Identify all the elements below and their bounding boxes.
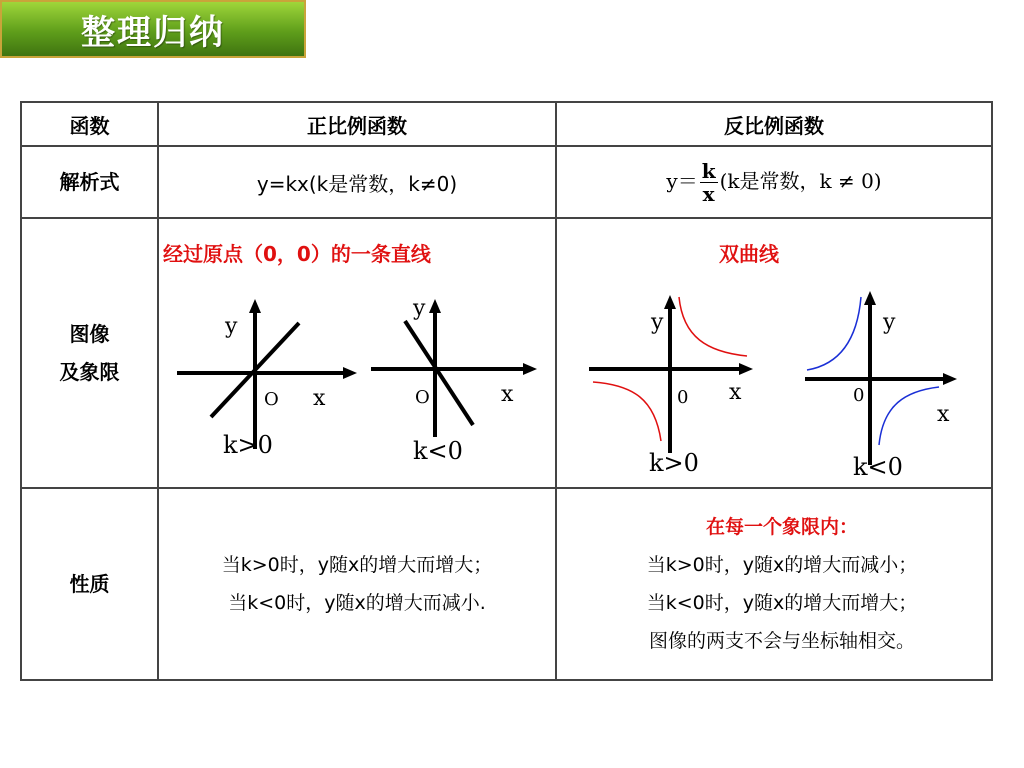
inverse-formula-cell: [556, 146, 992, 218]
hyperbola-branch-q1: [679, 297, 747, 356]
direct-formula: y=kx(k是常数，k≠0): [256, 171, 458, 196]
direct-description: 经过原点（0，0）的一条直线: [163, 242, 431, 266]
page-title: 整理归纳: [81, 12, 225, 53]
k-condition-label: k<0: [853, 453, 903, 481]
title-banner: [0, 0, 306, 58]
inverse-graphs: [557, 219, 989, 485]
origin-label: 0: [677, 387, 689, 408]
header-cell-inverse: 反比例函数: [556, 102, 992, 146]
x-axis-arrow: [343, 367, 357, 379]
y-axis-arrow: [429, 299, 441, 313]
inverse-formula: [666, 158, 882, 206]
direct-property-line1: 当k>0时，y随x的增大而增大；: [221, 554, 493, 576]
fraction-numerator: k: [701, 158, 716, 183]
direct-property-cell: [158, 488, 556, 680]
inverse-description: 双曲线: [719, 242, 779, 266]
header-cell-function: 函数: [21, 102, 158, 146]
x-label: x: [729, 380, 742, 405]
y-label: y: [651, 310, 664, 335]
graph-inverse-k-negative: [805, 291, 957, 481]
k-condition-label: k>0: [649, 449, 699, 477]
direct-graph-cell: [158, 218, 556, 488]
y-axis-arrow: [664, 295, 676, 309]
x-axis-arrow: [943, 373, 957, 385]
x-label: x: [937, 402, 950, 427]
direct-graphs: [159, 219, 553, 485]
inverse-property-heading: 在每一个象限内：: [705, 516, 858, 538]
inverse-property-cell: [556, 488, 992, 680]
property-label: 性质: [21, 488, 158, 680]
x-axis-arrow: [739, 363, 753, 375]
origin-label: O: [264, 389, 279, 410]
graph-row: [21, 218, 992, 488]
inverse-property-line3: 图像的两支不会与坐标轴相交。: [648, 630, 915, 652]
k-condition-label: k<0: [413, 437, 463, 465]
origin-label: O: [415, 387, 430, 408]
header-cell-direct: 正比例函数: [158, 102, 556, 146]
y-axis-arrow: [249, 299, 261, 313]
header-row: [21, 102, 992, 146]
hyperbola-branch-q4: [879, 387, 939, 445]
graph-label-cell: [21, 218, 158, 488]
property-row: [21, 488, 992, 680]
k-condition-label: k>0: [223, 431, 273, 459]
origin-label: 0: [853, 385, 865, 406]
graph-direct-k-positive: [177, 299, 357, 459]
graph-label-line1: 图像: [69, 322, 110, 346]
fraction-denominator: x: [702, 181, 715, 206]
direct-property-line2: 当k<0时，y随x的增大而减小.: [228, 592, 486, 614]
y-axis-arrow: [864, 291, 876, 305]
y-label: y: [225, 314, 238, 339]
hyperbola-branch-q3: [593, 382, 661, 441]
y-label: y: [883, 310, 896, 335]
graph-inverse-k-positive: [589, 295, 753, 477]
inverse-graph-cell: [556, 218, 992, 488]
inverse-formula-prefix: y＝: [666, 168, 698, 193]
inverse-property-line2: 当k<0时，y随x的增大而增大；: [646, 592, 918, 614]
x-axis-arrow: [523, 363, 537, 375]
graph-label-line2: 及象限: [59, 360, 120, 384]
inverse-formula-fraction: [700, 160, 718, 205]
formula-row: [21, 146, 992, 218]
line-k-negative: [405, 321, 473, 425]
inverse-formula-suffix: (k是常数，k ≠ 0): [719, 168, 882, 193]
x-label: x: [501, 382, 514, 407]
x-label: x: [313, 386, 326, 411]
summary-table: [20, 101, 993, 681]
direct-formula-cell: [158, 146, 556, 218]
y-label: y: [413, 296, 426, 321]
graph-direct-k-negative: [371, 296, 537, 465]
formula-label: 解析式: [21, 146, 158, 218]
hyperbola-branch-q2: [807, 297, 861, 370]
inverse-property-line1: 当k>0时，y随x的增大而减小；: [646, 554, 918, 576]
